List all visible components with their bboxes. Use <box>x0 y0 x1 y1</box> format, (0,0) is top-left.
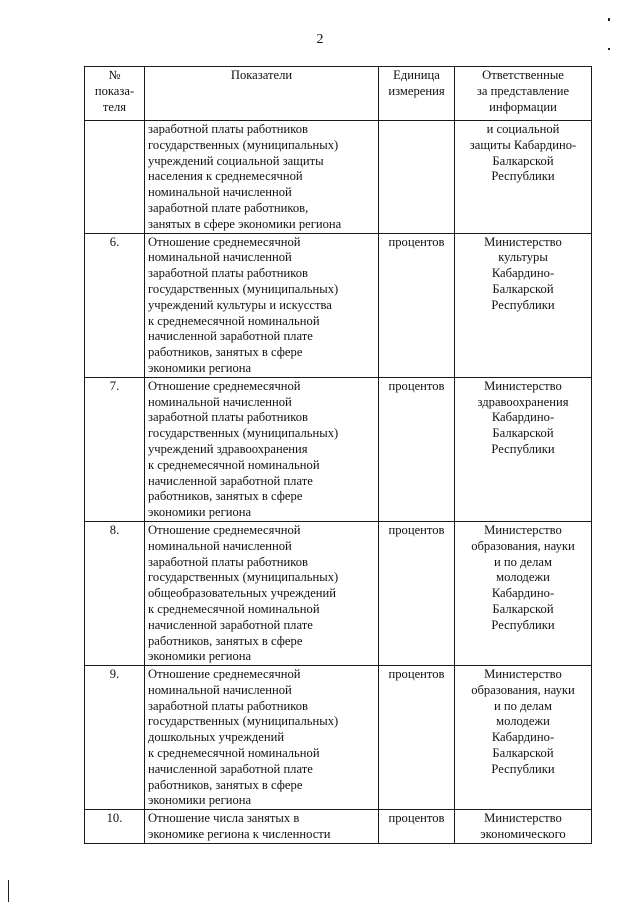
indicator-line: заработной платы работников <box>148 266 308 281</box>
responsible-line: Министерство <box>484 811 562 826</box>
table-row <box>85 377 592 521</box>
responsible-line: Балкарской <box>492 426 554 441</box>
indicator-line: экономики региона <box>148 649 252 664</box>
indicator-line: государственных (муниципальных) <box>148 426 339 441</box>
indicator-line: экономики региона <box>148 360 252 375</box>
responsible-line: Республики <box>491 441 555 456</box>
indicator-line: номинальной начисленной <box>148 538 292 553</box>
indicator-line: заработной платы работников <box>148 698 308 713</box>
responsible-line: Республики <box>491 169 555 184</box>
table-row <box>85 121 592 234</box>
row-number: 7. <box>85 377 145 521</box>
responsible-line: Кабардино- <box>491 410 555 425</box>
scan-artifact <box>8 880 9 902</box>
indicator-line: к среднемесячной номинальной <box>148 457 320 472</box>
responsible-line: Балкарской <box>492 281 554 296</box>
indicator-line: государственных (муниципальных) <box>148 714 339 729</box>
indicator-line: работников, занятых в сфере <box>148 633 303 648</box>
unit-cell: процентов <box>379 233 455 377</box>
indicator-cell <box>145 233 379 377</box>
indicator-line: работников, занятых в сфере <box>148 777 303 792</box>
responsible-line: здравоохранения <box>477 394 569 409</box>
responsible-line: и по делам <box>494 554 552 569</box>
indicator-line: заработной платы работников <box>148 410 308 425</box>
responsible-line: Министерство <box>484 667 562 682</box>
row-number: 8. <box>85 521 145 665</box>
indicator-line: экономики региона <box>148 793 252 808</box>
unit-cell: процентов <box>379 666 455 810</box>
indicator-line: заработной платы работников <box>148 122 308 136</box>
table-row <box>85 233 592 377</box>
responsible-cell <box>455 521 592 665</box>
indicator-cell <box>145 377 379 521</box>
responsible-line: молодежи <box>496 570 550 585</box>
indicator-line: государственных (муниципальных) <box>148 570 339 585</box>
responsible-line: Республики <box>491 617 555 632</box>
row-number <box>85 121 145 234</box>
responsible-line: Министерство <box>484 234 562 249</box>
indicator-line: начисленной заработной плате <box>148 329 313 344</box>
indicator-line: номинальной начисленной <box>148 682 292 697</box>
indicator-line: населения к среднемесячной <box>148 169 303 184</box>
header-responsible: Ответственные за представление информации <box>455 67 592 121</box>
table-row <box>85 810 592 844</box>
responsible-line: образования, науки <box>471 538 575 553</box>
indicator-line: дошкольных учреждений <box>148 730 285 745</box>
indicator-line: экономике региона к численности <box>148 827 331 842</box>
page-number: 2 <box>316 32 324 47</box>
indicator-line: общеобразовательных учреждений <box>148 586 337 601</box>
indicators-table <box>84 66 592 844</box>
indicator-line: Отношение числа занятых в <box>148 811 300 826</box>
indicator-line: учреждений социальной защиты <box>148 153 324 168</box>
unit-cell: процентов <box>379 521 455 665</box>
responsible-line: и социальной <box>486 122 560 136</box>
indicator-cell <box>145 666 379 810</box>
indicator-line: заработной платы работников <box>148 554 308 569</box>
header-unit: Единица измерения <box>379 67 455 121</box>
indicator-line: Отношение среднемесячной <box>148 667 301 682</box>
unit-cell <box>379 121 455 234</box>
indicator-line: учреждений культуры и искусства <box>148 297 332 312</box>
responsible-cell <box>455 233 592 377</box>
responsible-line: Министерство <box>484 522 562 537</box>
indicator-line: учреждений здравоохранения <box>148 441 308 456</box>
header-number: № показа- теля <box>85 67 145 121</box>
indicator-line: к среднемесячной номинальной <box>148 601 320 616</box>
responsible-line: образования, науки <box>471 682 575 697</box>
indicator-line: начисленной заработной плате <box>148 473 313 488</box>
scan-artifact <box>608 18 610 21</box>
indicator-cell <box>145 121 379 234</box>
responsible-line: Кабардино- <box>491 266 555 281</box>
responsible-cell <box>455 810 592 844</box>
responsible-line: защиты Кабардино- <box>469 137 577 152</box>
responsible-line: молодежи <box>496 714 550 729</box>
indicator-line: государственных (муниципальных) <box>148 281 339 296</box>
unit-cell: процентов <box>379 810 455 844</box>
indicator-line: Отношение среднемесячной <box>148 378 301 393</box>
indicator-line: начисленной заработной плате <box>148 761 313 776</box>
row-number: 9. <box>85 666 145 810</box>
responsible-line: культуры <box>498 250 548 265</box>
responsible-line: экономического <box>480 827 566 842</box>
indicator-line: занятых в сфере экономики региона <box>148 216 342 231</box>
indicator-line: заработной плате работников, <box>148 200 309 215</box>
indicator-line: номинальной начисленной <box>148 250 292 265</box>
indicator-line: номинальной начисленной <box>148 394 292 409</box>
responsible-line: Балкарской <box>492 746 554 761</box>
responsible-line: и по делам <box>494 698 552 713</box>
responsible-line: Балкарской <box>492 601 554 616</box>
responsible-line: Министерство <box>484 378 562 393</box>
indicator-cell <box>145 521 379 665</box>
indicator-line: работников, занятых в сфере <box>148 489 303 504</box>
indicator-line: Отношение среднемесячной <box>148 522 301 537</box>
indicator-line: работников, занятых в сфере <box>148 345 303 360</box>
indicator-line: номинальной начисленной <box>148 185 292 200</box>
indicator-line: к среднемесячной номинальной <box>148 746 320 761</box>
responsible-line: Республики <box>491 297 555 312</box>
indicator-line: экономики региона <box>148 505 252 520</box>
table-header-row <box>85 67 592 121</box>
header-indicators: Показатели <box>145 67 379 121</box>
table-row <box>85 666 592 810</box>
scan-artifact <box>608 48 610 50</box>
indicator-cell <box>145 810 379 844</box>
responsible-cell <box>455 666 592 810</box>
responsible-cell <box>455 121 592 234</box>
indicator-line: начисленной заработной плате <box>148 617 313 632</box>
unit-cell: процентов <box>379 377 455 521</box>
indicator-line: к среднемесячной номинальной <box>148 313 320 328</box>
responsible-cell <box>455 377 592 521</box>
indicator-line: государственных (муниципальных) <box>148 137 339 152</box>
row-number: 10. <box>85 810 145 844</box>
responsible-line: Республики <box>491 761 555 776</box>
responsible-line: Кабардино- <box>491 586 555 601</box>
row-number: 6. <box>85 233 145 377</box>
responsible-line: Балкарской <box>492 153 554 168</box>
indicator-line: Отношение среднемесячной <box>148 234 301 249</box>
table-row <box>85 521 592 665</box>
responsible-line: Кабардино- <box>491 730 555 745</box>
